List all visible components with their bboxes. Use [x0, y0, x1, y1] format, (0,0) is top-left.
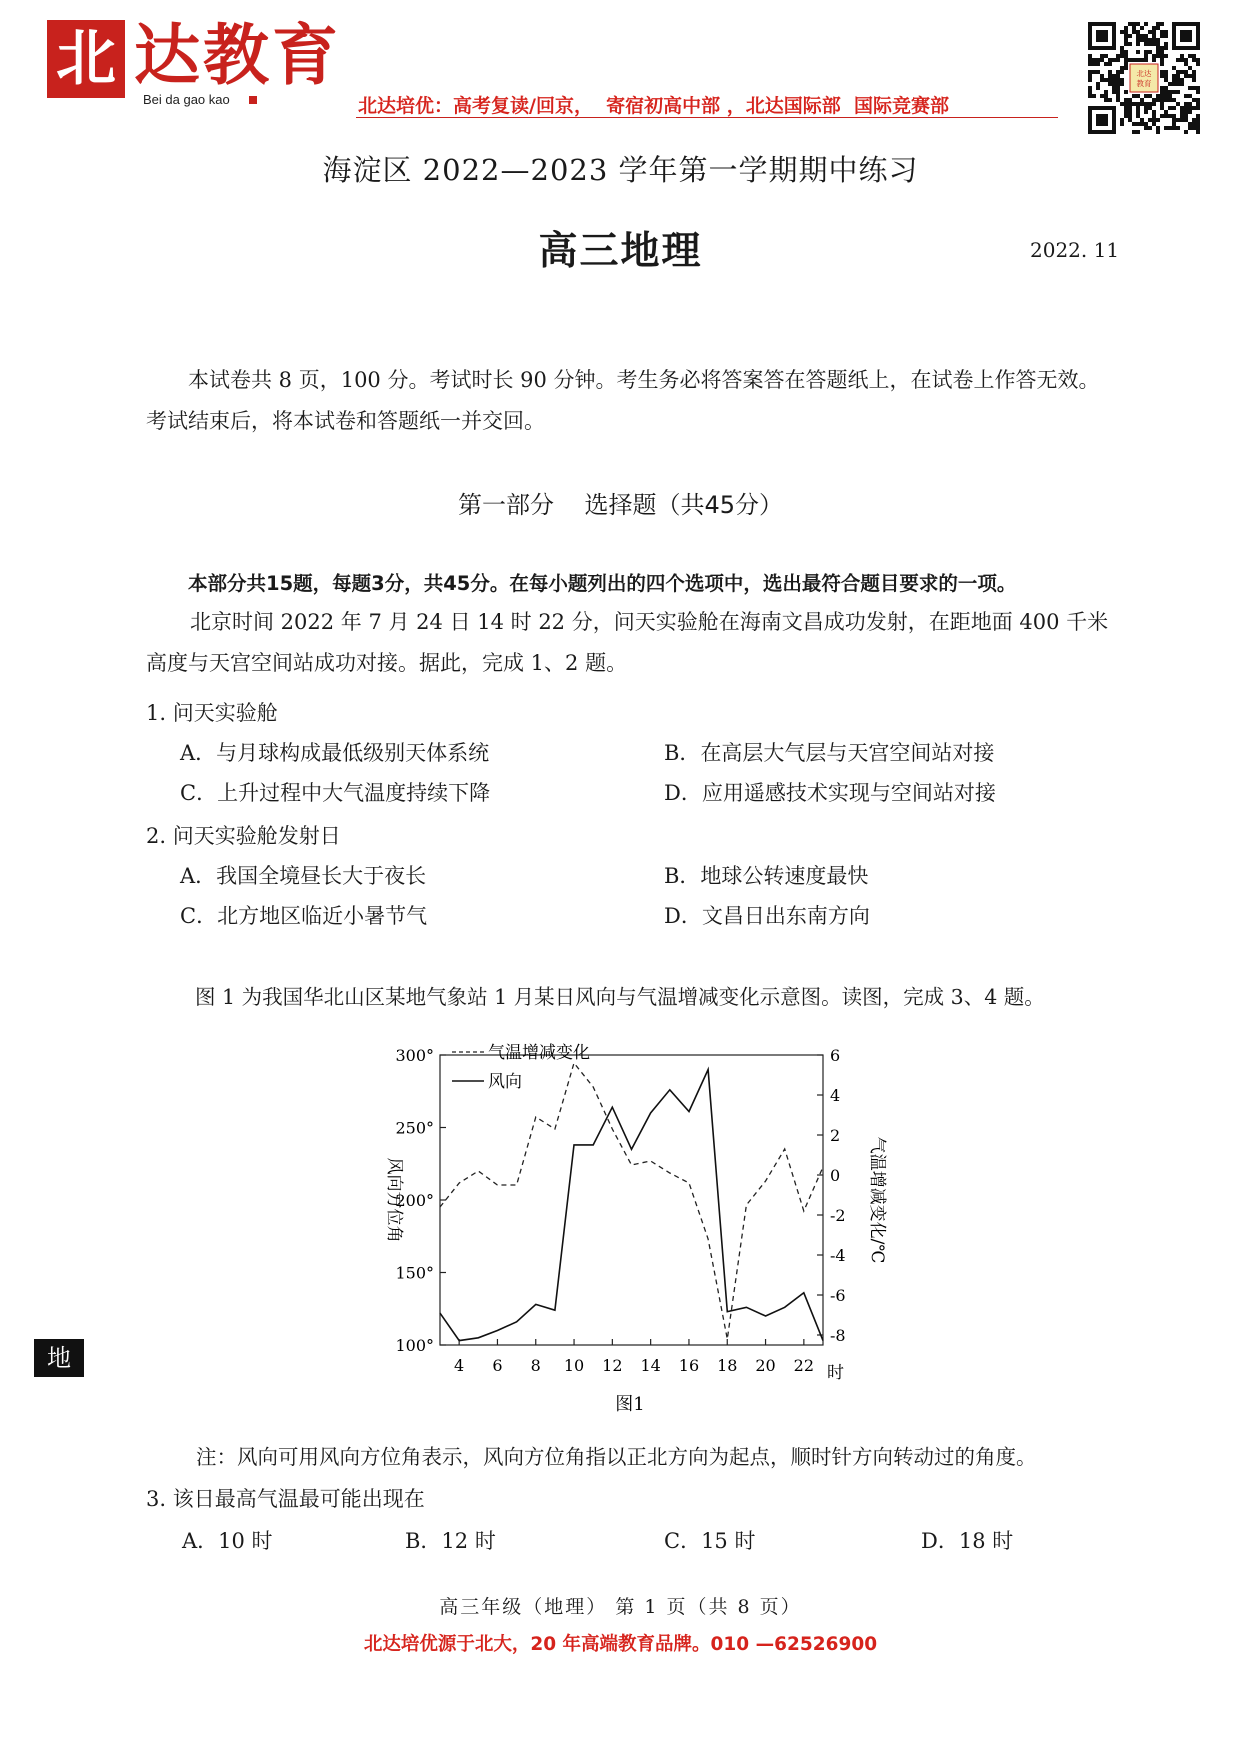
x-axis-tick-label: 14 — [640, 1356, 661, 1375]
x-axis-tick-label: 10 — [563, 1356, 585, 1375]
exam-instructions: 本试卷共 8 页，100 分。考试时长 90 分钟。考生务必将答案答在答题纸上，在试卷上作答无效。考试结束后，将本试卷和答题纸一并交回。 — [146, 368, 1100, 433]
chart-plot-frame — [440, 1055, 823, 1345]
right-axis-tick-label: -8 — [830, 1326, 846, 1345]
logo-name: 达教育 — [134, 17, 341, 94]
question-1-option-c[interactable]: C．上升过程中大气温度持续下降 — [180, 781, 491, 805]
brand-footer: 北达培优源于北大，20 年高端教育品牌。010 —62526900 — [363, 1634, 878, 1655]
right-axis-tick-label: -6 — [830, 1286, 846, 1305]
left-axis-tick-label: 100° — [395, 1336, 434, 1355]
question-2-stem: 2. 问天实验舱发射日 — [146, 824, 341, 848]
part-title: 第一部分 选择题（共45分） — [457, 491, 784, 519]
x-axis-tick-label: 22 — [793, 1356, 815, 1375]
question-2-option-b[interactable]: B．地球公转速度最快 — [664, 864, 869, 888]
question-3-option-a[interactable]: A．10 时 — [182, 1529, 273, 1553]
right-axis-tick-label: 0 — [830, 1166, 841, 1185]
left-axis-tick-label: 150° — [395, 1263, 434, 1283]
left-axis-tick-label: 300° — [395, 1046, 434, 1065]
right-axis-tick-label: -4 — [830, 1246, 846, 1265]
legend-label-temperature: 气温增减变化 — [488, 1043, 590, 1063]
x-axis-unit: 时 — [827, 1363, 844, 1383]
right-axis-tick-label: -2 — [830, 1206, 846, 1225]
right-axis-tick-label: 6 — [830, 1046, 841, 1065]
question-2-option-d[interactable]: D．文昌日出东南方向 — [664, 904, 870, 928]
question-3-option-b[interactable]: B．12 时 — [405, 1529, 496, 1553]
series-temperature-change-line — [440, 1063, 823, 1339]
right-axis-tick-label: 2 — [830, 1126, 841, 1145]
question-3-option-c[interactable]: C．15 时 — [664, 1529, 756, 1553]
subject-title: 高三地理 — [538, 228, 703, 274]
x-axis-tick-label: 8 — [530, 1356, 541, 1375]
exam-title: 海淀区 2022—2023 学年第一学期期中练习 — [322, 153, 919, 187]
logo-dot — [249, 96, 257, 104]
left-axis-tick-label: 250° — [395, 1118, 434, 1138]
page-footer: 高三年级（地理） 第 1 页（共 8 页） — [439, 1596, 802, 1618]
header-rule — [356, 117, 1058, 118]
x-axis-tick-label: 6 — [492, 1356, 503, 1375]
right-axis-label: 气温增减变化/℃ — [867, 1136, 887, 1264]
question-2-option-c[interactable]: C．北方地区临近小暑节气 — [180, 904, 428, 928]
logo-glyph: 北 — [56, 24, 116, 94]
x-axis-tick-label: 18 — [717, 1356, 738, 1375]
x-axis-tick-label: 20 — [755, 1356, 776, 1375]
question-2-option-a[interactable]: A．我国全境昼长大于夜长 — [180, 864, 427, 888]
question-1-option-d[interactable]: D．应用遥感技术实现与空间站对接 — [664, 781, 996, 805]
right-axis-tick-label: 4 — [830, 1086, 841, 1105]
logo-subtitle: Bei da gao kao — [143, 92, 230, 107]
subject-side-tab: 地 — [34, 1339, 84, 1377]
exam-date: 2022. 11 — [1030, 238, 1120, 262]
part-description: 本部分共15题，每题3分，共45分。在每小题列出的四个选项中，选出最符合题目要求的一项。 — [188, 572, 1017, 595]
question-1-option-b[interactable]: B．在高层大气层与天宫空间站对接 — [664, 741, 995, 765]
question-1-option-a[interactable]: A．与月球构成最低级别天体系统 — [180, 741, 490, 765]
x-axis-tick-label: 4 — [454, 1356, 465, 1375]
legend-label-wind: 风向 — [488, 1072, 522, 1092]
series-wind-direction-line — [440, 1070, 823, 1341]
question-1-stem: 1. 问天实验舱 — [146, 701, 278, 725]
figure-1-chart — [380, 1030, 887, 1435]
qr-code-icon — [1084, 18, 1204, 138]
left-axis-tick-label: 200° — [395, 1191, 434, 1210]
header-slogan: 北达培优：高考复读/回京， 寄宿初高中部 ，北达国际部 国际竞赛部 — [358, 95, 950, 117]
question-context-1-2: 北京时间 2022 年 7 月 24 日 14 时 22 分，问天实验舱在海南文昌成功发射，在距地面 400 千米高度与天宫空间站成功对接。据此，完成 1、2 题。 — [146, 610, 1109, 675]
question-context-3-4: 图 1 为我国华北山区某地气象站 1 月某日风向与气温增减变化示意图。读图，完成 3、4 题。 — [195, 985, 1045, 1009]
left-axis-label: 风向方位角 — [384, 1157, 404, 1243]
figure-note: 注：风向可用风向方位角表示，风向方位角指以正北方向为起点，顺时针方向转动过的角度。 — [196, 1445, 1037, 1469]
qr-center-text-1: 北达 — [1136, 69, 1152, 78]
x-axis-tick-label: 12 — [602, 1356, 623, 1375]
question-3-option-d[interactable]: D．18 时 — [921, 1529, 1014, 1553]
x-axis-tick-label: 16 — [678, 1356, 700, 1375]
qr-center-text-2: 教育 — [1136, 79, 1152, 88]
figure-caption: 图1 — [615, 1394, 645, 1415]
question-3-stem: 3. 该日最高气温最可能出现在 — [146, 1487, 425, 1511]
